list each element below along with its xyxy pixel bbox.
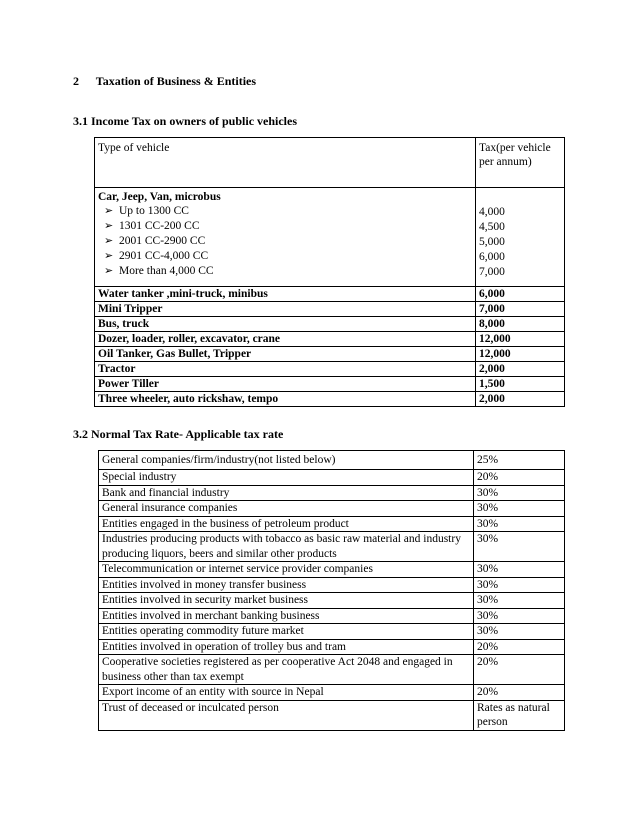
tax-rate-row bbox=[99, 700, 565, 730]
rate-cell: 20% bbox=[474, 655, 565, 685]
vehicle-type-cell: Tractor bbox=[95, 362, 476, 377]
entity-cell: Entities involved in money transfer business bbox=[99, 577, 474, 593]
subcategory-tax: 5,000 bbox=[479, 236, 505, 248]
arrow-bullet-icon: ➢ bbox=[104, 235, 114, 247]
rate-cell: 30% bbox=[474, 485, 565, 501]
vehicle-row bbox=[95, 347, 565, 362]
subcategory-label: 1301 CC-200 CC bbox=[119, 220, 200, 232]
vehicle-tax-cell: 6,000 bbox=[476, 287, 565, 302]
rate-cell: 20% bbox=[474, 639, 565, 655]
vehicle-tax-cell: 1,500 bbox=[476, 377, 565, 392]
vehicle-tax-cell: 12,000 bbox=[476, 347, 565, 362]
header-tax: Tax(per vehicle per annum) bbox=[476, 138, 565, 188]
vehicle-type-cell: Three wheeler, auto rickshaw, tempo bbox=[95, 392, 476, 407]
tax-rate-table bbox=[98, 450, 565, 731]
section-title-3-2: 3.2 Normal Tax Rate- Applicable tax rate bbox=[73, 427, 284, 441]
vehicle-tax-table bbox=[94, 137, 565, 407]
tax-rate-row bbox=[99, 577, 565, 593]
entity-cell: Industries producing products with tobacco as basic raw material and industry producing liquors, beers and similar other products bbox=[99, 532, 474, 562]
rate-cell: 30% bbox=[474, 532, 565, 562]
rate-cell: 30% bbox=[474, 501, 565, 517]
vehicle-tax-cell: 2,000 bbox=[476, 362, 565, 377]
entity-cell: Entities involved in security market business bbox=[99, 593, 474, 609]
entity-cell: Entities involved in merchant banking business bbox=[99, 608, 474, 624]
vehicle-row bbox=[95, 317, 565, 332]
tax-rate-row bbox=[99, 451, 565, 470]
vehicle-row bbox=[95, 287, 565, 302]
rate-cell: 20% bbox=[474, 685, 565, 701]
subcategory-label: 2001 CC-2900 CC bbox=[119, 235, 206, 247]
entity-cell: Special industry bbox=[99, 470, 474, 486]
vehicle-type-cell: Power Tiller bbox=[95, 377, 476, 392]
header-type-of-vehicle: Type of vehicle bbox=[95, 138, 476, 188]
vehicle-subcategory-item bbox=[104, 234, 472, 249]
vehicle-group-title: Car, Jeep, Van, microbus bbox=[98, 191, 221, 203]
rate-cell: 25% bbox=[474, 451, 565, 470]
table-header-row bbox=[95, 138, 565, 188]
rate-cell: 30% bbox=[474, 624, 565, 640]
arrow-bullet-icon: ➢ bbox=[104, 265, 114, 277]
vehicle-row bbox=[95, 377, 565, 392]
tax-rate-row bbox=[99, 516, 565, 532]
tax-rate-row bbox=[99, 532, 565, 562]
rate-cell: 30% bbox=[474, 516, 565, 532]
entity-cell: Trust of deceased or inculcated person bbox=[99, 700, 474, 730]
arrow-bullet-icon: ➢ bbox=[104, 220, 114, 232]
entity-cell: Entities operating commodity future market bbox=[99, 624, 474, 640]
entity-cell: Entities involved in operation of trolley bus and tram bbox=[99, 639, 474, 655]
rate-cell: 30% bbox=[474, 562, 565, 578]
vehicle-tax-cell: 7,000 bbox=[476, 302, 565, 317]
entity-cell: General insurance companies bbox=[99, 501, 474, 517]
entity-cell: Telecommunication or internet service provider companies bbox=[99, 562, 474, 578]
vehicle-subcategory-list bbox=[98, 204, 472, 279]
entity-cell: Cooperative societies registered as per cooperative Act 2048 and engaged in business other than tax exempt bbox=[99, 655, 474, 685]
tax-rate-row bbox=[99, 608, 565, 624]
subcategory-tax: 4,500 bbox=[479, 221, 505, 233]
vehicle-subcategory-item bbox=[104, 264, 472, 279]
entity-cell: Bank and financial industry bbox=[99, 485, 474, 501]
vehicle-tax-cell: 12,000 bbox=[476, 332, 565, 347]
tax-rate-row bbox=[99, 639, 565, 655]
rate-cell: 30% bbox=[474, 593, 565, 609]
subcategory-label: Up to 1300 CC bbox=[119, 205, 189, 217]
rate-cell: 30% bbox=[474, 608, 565, 624]
entity-cell: Entities engaged in the business of petroleum product bbox=[99, 516, 474, 532]
section-number: 2 bbox=[73, 74, 79, 88]
rate-cell: Rates as natural person bbox=[474, 700, 565, 730]
vehicle-row bbox=[95, 332, 565, 347]
rate-cell: 20% bbox=[474, 470, 565, 486]
tax-rate-row bbox=[99, 655, 565, 685]
section-title-3-1: 3.1 Income Tax on owners of public vehicles bbox=[73, 114, 298, 128]
tax-rate-row bbox=[99, 624, 565, 640]
subcategory-label: More than 4,000 CC bbox=[119, 265, 214, 277]
vehicle-type-cell: Water tanker ,mini-truck, minibus bbox=[95, 287, 476, 302]
subcategory-tax: 7,000 bbox=[479, 266, 505, 278]
vehicle-type-cell: Bus, truck bbox=[95, 317, 476, 332]
vehicle-type-cell: Oil Tanker, Gas Bullet, Tripper bbox=[95, 347, 476, 362]
subcategory-tax: 6,000 bbox=[479, 251, 505, 263]
tax-rate-row bbox=[99, 562, 565, 578]
entity-cell: Export income of an entity with source in Nepal bbox=[99, 685, 474, 701]
vehicle-group-tax-cell bbox=[476, 188, 565, 287]
rate-cell: 30% bbox=[474, 577, 565, 593]
section-heading-2 bbox=[73, 74, 256, 89]
vehicle-subcategory-item bbox=[104, 219, 472, 234]
tax-rate-row bbox=[99, 501, 565, 517]
vehicle-row bbox=[95, 362, 565, 377]
tax-rate-row bbox=[99, 485, 565, 501]
vehicle-row bbox=[95, 302, 565, 317]
vehicle-group-row bbox=[95, 188, 565, 287]
vehicle-subcategory-item bbox=[104, 249, 472, 264]
arrow-bullet-icon: ➢ bbox=[104, 250, 114, 262]
arrow-bullet-icon: ➢ bbox=[104, 205, 114, 217]
vehicle-type-cell: Dozer, loader, roller, excavator, crane bbox=[95, 332, 476, 347]
tax-rate-row bbox=[99, 593, 565, 609]
vehicle-group-tax-values bbox=[479, 190, 561, 280]
tax-rate-row bbox=[99, 470, 565, 486]
tax-rate-row bbox=[99, 685, 565, 701]
subcategory-tax: 4,000 bbox=[479, 206, 505, 218]
vehicle-type-cell: Mini Tripper bbox=[95, 302, 476, 317]
vehicle-tax-cell: 8,000 bbox=[476, 317, 565, 332]
vehicle-row bbox=[95, 392, 565, 407]
entity-cell: General companies/firm/industry(not listed below) bbox=[99, 451, 474, 470]
vehicle-subcategory-item bbox=[104, 204, 472, 219]
vehicle-tax-cell: 2,000 bbox=[476, 392, 565, 407]
section-heading-text: Taxation of Business & Entities bbox=[95, 74, 257, 88]
subcategory-label: 2901 CC-4,000 CC bbox=[119, 250, 209, 262]
vehicle-group-cell bbox=[95, 188, 476, 287]
